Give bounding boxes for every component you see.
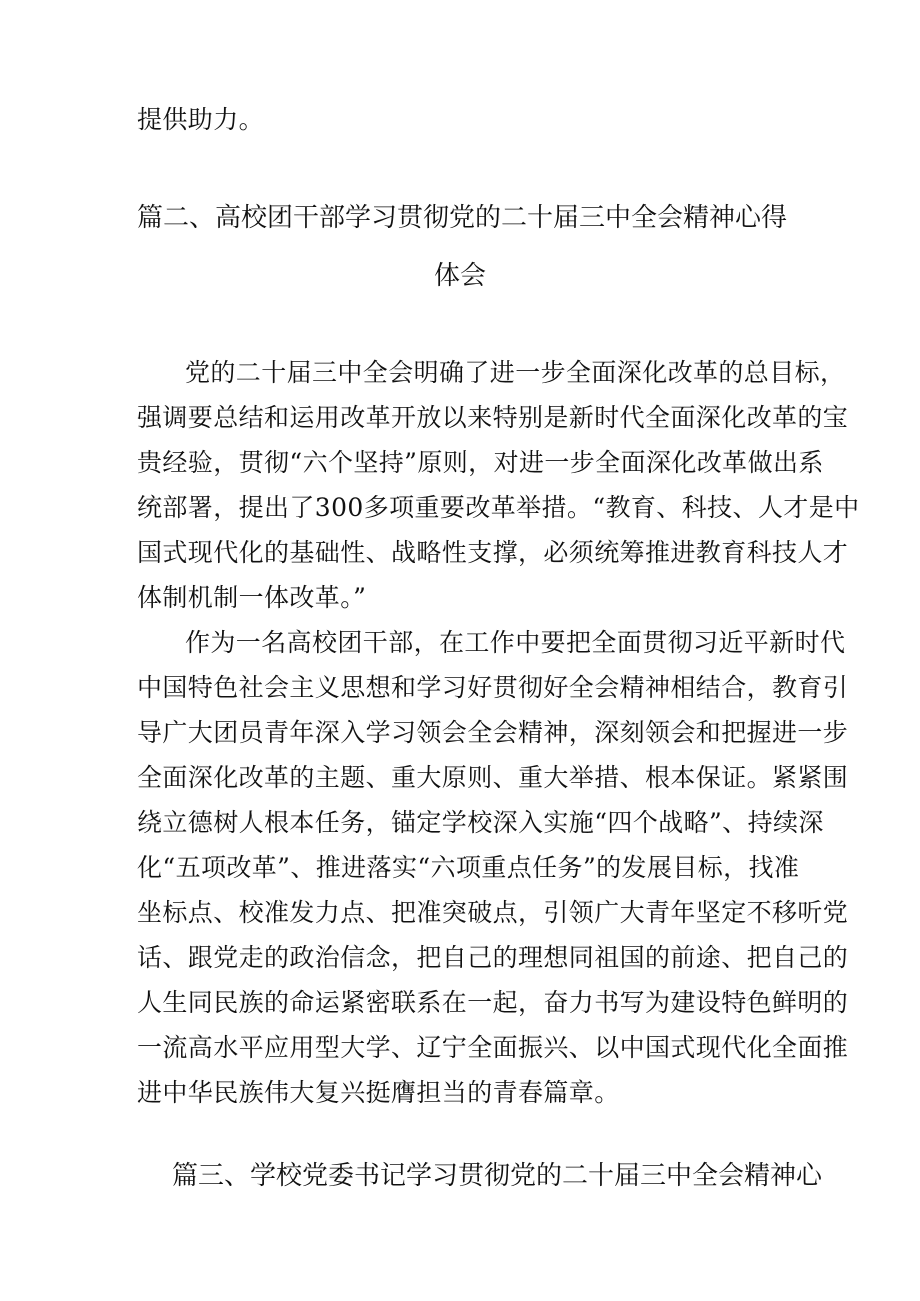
section2-p2-line4: 全面深化改革的主题、重大原则、重大举措、根本保证。紧紧围 [137, 763, 849, 792]
section2-p1-line4: 统部署，提出了300多项重要改革举措。“教育、科技、人才是中 [137, 493, 860, 522]
section2-p2-line9: 人生同民族的命运紧密联系在一起，奋力书写为建设特色鲜明的 [137, 988, 849, 1017]
section2-p2-line5: 绕立德树人根本任务，锚定学校深入实施“四个战略”、持续深 [137, 808, 824, 837]
section2-p2-line2: 中国特色社会主义思想和学习好贯彻好全会精神相结合，教育引 [137, 673, 849, 702]
section2-p2-line3: 导广大团员青年深入学习领会全会精神，深刻领会和把握进一步 [137, 718, 849, 747]
section2-p1-line3: 贵经验，贯彻“六个坚持”原则，对进一步全面深化改革做出系 [137, 448, 824, 477]
section2-p1-line5: 国式现代化的基础性、战略性支撑，必须统筹推进教育科技人才 [137, 538, 849, 567]
intro-tail-text: 提供助力。 [137, 105, 265, 134]
section2-p1-line1: 党的二十届三中全会明确了进一步全面深化改革的总目标， [185, 358, 846, 387]
section2-title-line1: 篇二、高校团干部学习贯彻党的二十届三中全会精神心得 [137, 203, 788, 233]
section2-title-line2: 体会 [434, 261, 487, 291]
section2-p1-line6: 体制机制一体改革。” [137, 583, 367, 612]
section2-p2-line1: 作为一名高校团干部，在工作中要把全面贯彻习近平新时代 [185, 628, 846, 657]
section2-p2-line7: 坐标点、校准发力点、把准突破点，引领广大青年坚定不移听党 [137, 898, 849, 927]
section2-p2-line6: 化“五项改革”、推进落实“六项重点任务”的发展目标，找准 [137, 853, 800, 882]
section2-p2-line11: 进中华民族伟大复兴挺膺担当的青春篇章。 [137, 1078, 620, 1107]
section3-title-line1: 篇三、学校党委书记学习贯彻党的二十届三中全会精神心 [172, 1161, 823, 1191]
section2-p2-line8: 话、跟党走的政治信念，把自己的理想同祖国的前途、把自己的 [137, 943, 849, 972]
section2-p2-line10: 一流高水平应用型大学、辽宁全面振兴、以中国式现代化全面推 [137, 1033, 849, 1062]
section2-p1-line2: 强调要总结和运用改革开放以来特别是新时代全面深化改革的宝 [137, 403, 849, 432]
